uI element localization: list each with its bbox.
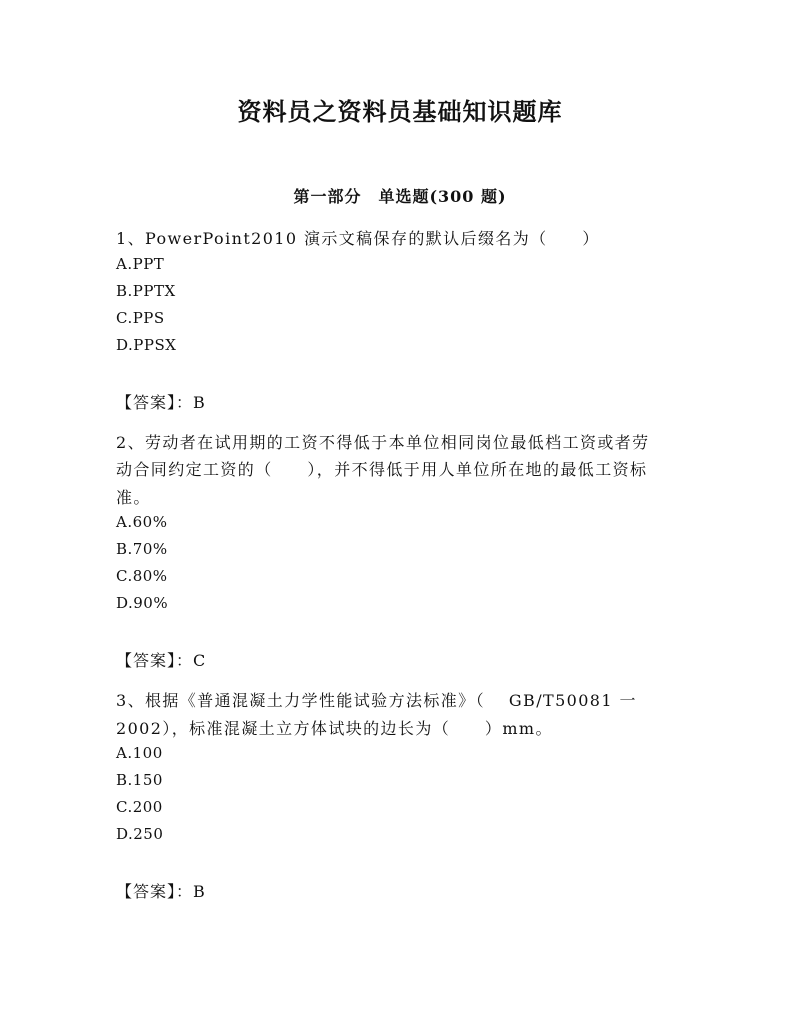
option-d: D.PPSX (116, 336, 177, 354)
answer-line: 【答案】：B (116, 882, 206, 901)
option-b: B.70% (116, 540, 168, 558)
option-c: C.PPS (116, 309, 165, 327)
option-b: B.150 (116, 771, 163, 789)
question-text-line: 2002），标准混凝土立方体试块的边长为（ ）mm。 (116, 719, 553, 738)
option-d: D.90% (116, 594, 169, 612)
question-text-line: 动合同约定工资的（ ），并不得低于用人单位所在地的最低工资标 (116, 460, 648, 479)
option-d: D.250 (116, 825, 164, 843)
question-text-line: 准。 (116, 488, 151, 507)
option-a: A.100 (116, 744, 163, 762)
answer-line: 【答案】：C (116, 651, 207, 670)
question-text-line: 1、PowerPoint2010 演示文稿保存的默认后缀名为（ ） (116, 229, 600, 248)
document-title: 资料员之资料员基础知识题库 (237, 97, 563, 126)
question-text-line: 3、根据《普通混凝土力学性能试验方法标准》（ GB/T50081 一 (116, 691, 637, 710)
option-a: A.60% (116, 513, 168, 531)
option-c: C.200 (116, 798, 163, 816)
option-c: C.80% (116, 567, 168, 585)
option-b: B.PPTX (116, 282, 176, 300)
section-heading: 第一部分 单选题(300 题) (293, 187, 507, 206)
question-text-line: 2、劳动者在试用期的工资不得低于本单位相同岗位最低档工资或者劳 (116, 433, 650, 452)
answer-line: 【答案】：B (116, 393, 206, 412)
option-a: A.PPT (116, 255, 165, 273)
